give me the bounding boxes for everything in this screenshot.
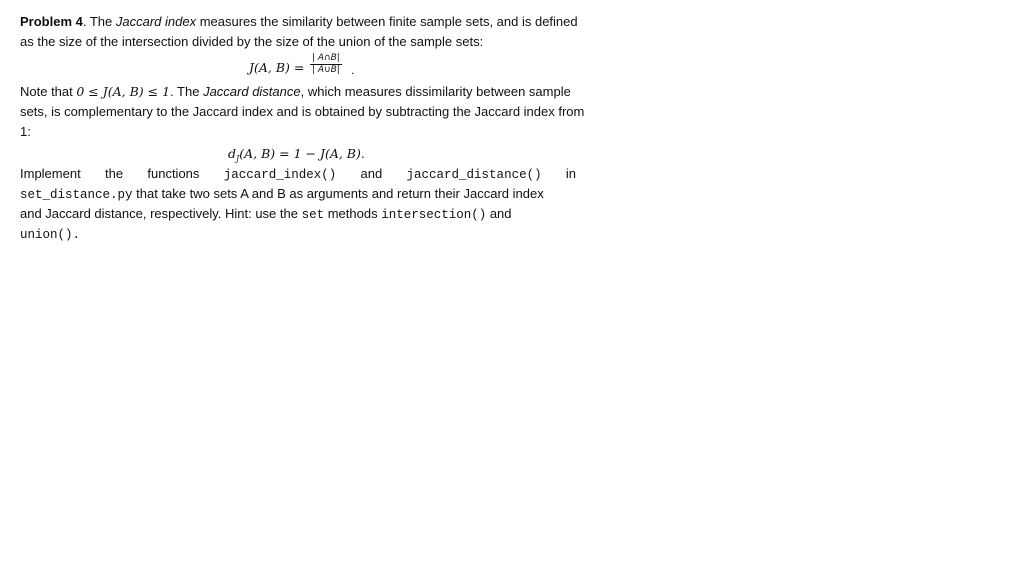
distance-subscript: J: [236, 154, 240, 163]
impl-word: and: [360, 166, 383, 181]
impl-line-3: [20, 204, 576, 224]
func-jaccard-index: jaccard_index(): [223, 168, 337, 182]
impl-line-4: [20, 224, 576, 244]
func-jaccard-distance: jaccard_distance(): [406, 168, 542, 182]
note-bounds: 0 ≤ J(A, B) ≤ 1: [76, 84, 171, 99]
problem-text: [20, 12, 585, 244]
note-middle: . The: [170, 84, 204, 99]
impl-word: in: [565, 166, 576, 181]
note-after-term: , which measures dissimilarity between sample: [300, 84, 571, 99]
jaccard-index-formula: [20, 52, 576, 82]
distance-expression: [228, 144, 365, 169]
term-jaccard-distance: Jaccard distance: [203, 84, 301, 99]
note-line-2: sets, is complementary to the Jaccard index and is obtained by subtracting the Jaccard index from: [20, 104, 585, 119]
impl-line-3-text: and: [486, 206, 512, 221]
method-union: union(): [20, 228, 73, 242]
impl-word: functions: [147, 166, 200, 181]
intro-text-cont: measures the similarity between finite sample sets, and is defined: [196, 14, 578, 29]
formula-denominator: | A∪B|: [312, 65, 340, 75]
set-keyword: set: [301, 208, 325, 222]
impl-word: Implement: [20, 166, 81, 181]
note-line-3: 1:: [20, 124, 31, 139]
impl-end: .: [72, 228, 81, 242]
method-intersection: intersection(): [381, 208, 487, 222]
intro-line-1: [20, 12, 576, 32]
impl-word: the: [105, 166, 124, 181]
intro-text: . The: [82, 14, 116, 29]
formula-lhs: J(A, B) =: [249, 60, 305, 75]
note-line-1: [20, 82, 576, 102]
note-prefix: Note that: [20, 84, 77, 99]
distance-symbol: d: [228, 146, 237, 161]
impl-line-3-text: and Jaccard distance, respectively. Hint: use the: [20, 206, 302, 221]
problem-label: Problem 4: [20, 14, 83, 29]
formula-numerator: | A∩B|: [312, 53, 340, 63]
formula-end: .: [351, 63, 355, 77]
distance-rest: (A, B) = 1 − J(A, B).: [239, 146, 365, 161]
filename: set_distance.py: [20, 188, 133, 202]
impl-line-3-text: methods: [324, 206, 382, 221]
term-jaccard-index: Jaccard index: [115, 14, 197, 29]
jaccard-distance-formula: [20, 142, 576, 164]
intro-line-2: as the size of the intersection divided by the size of the union of the sample sets:: [20, 34, 484, 49]
formula-fraction: [310, 53, 342, 76]
impl-line-2-text: that take two sets A and B as arguments and return their Jaccard index: [132, 186, 544, 201]
impl-line-2: [20, 184, 576, 204]
